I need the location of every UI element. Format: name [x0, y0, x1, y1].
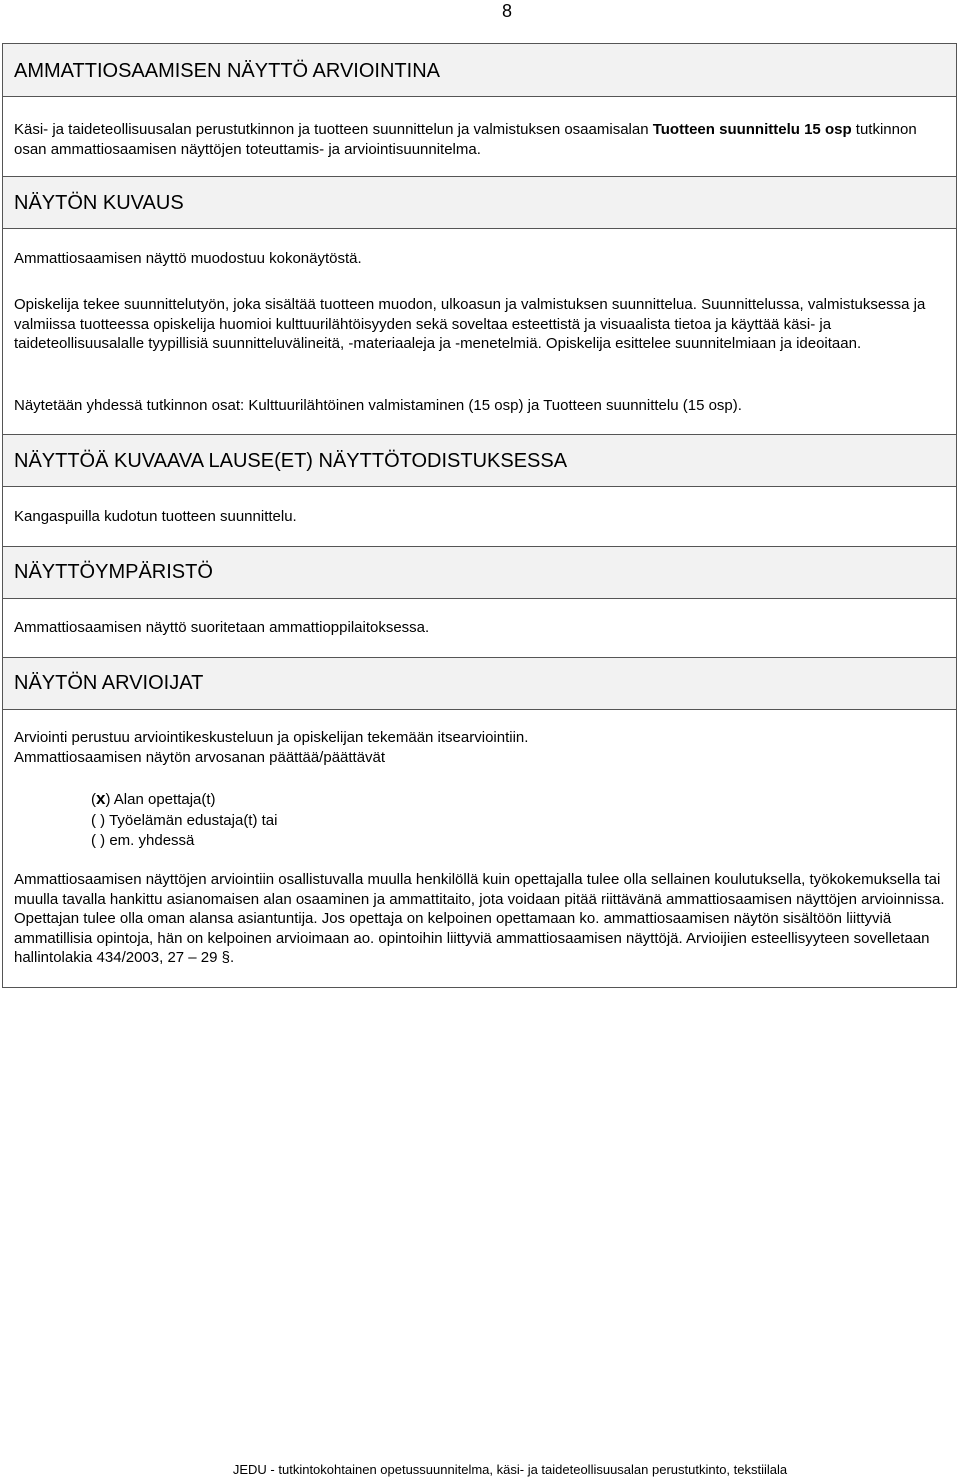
main-title: AMMATTIOSAAMISEN NÄYTTÖ ARVIOINTINA [3, 44, 956, 97]
option-worklife: ( ) Työelämän edustaja(t) tai [91, 811, 278, 829]
assessor-options [91, 789, 277, 852]
kuvaus-paragraph-3: Näytetään yhdessä tutkinnon osat: Kulttuurilähtöinen valmistaminen (15 osp) ja Tuotteen suunnittelu (15 osp). [14, 397, 742, 414]
ymparisto-paragraph: Ammattiosaamisen näyttö suoritetaan ammattioppilaitoksessa. [14, 619, 430, 636]
option-together: ( ) em. yhdessä [91, 832, 195, 849]
arvioijat-paragraph-3: Ammattiosaamisen näyttöjen arviointiin osallistuvalla muulla henkilöllä kuin opettajalla tulee olla sellainen koulutuksella, työkokemuksella tai muulla tavalla hankittu asianomaisen alan osaaminen ja ammattitaito, jota voidaan pitää riittävänä ammattiosaamisen näyttöjen arvioinnissa. Opettajan tulee olla oman alansa asiantuntija. Jos opettaja on kelpoinen opettamaan ko. ammattiosaamisen näytön sisältöön liittyviä ammatillisia opintoja, hän on kelpoinen arvioimaan ao. opintoihin liittyviä ammattiosaamisen näyttöjä. Arvioijien esteellisyyteen sovelletaan hallintolakia 434/2003, 27 – 29 §. [14, 871, 945, 966]
option-label: ) Alan opettaja(t) [105, 791, 216, 808]
heading-naytyn-kuvaus: NÄYTÖN KUVAUS [3, 176, 956, 229]
option-mark: x [96, 789, 106, 808]
intro-text-b: tutkinnon osan ammattiosaamisen näyttöjen toteuttamis- ja arviointisuunnitelma. [14, 121, 917, 158]
arvioijat-paragraph-1: Arviointi perustuu arviointikeskusteluun ja opiskelijan tekemään itsearviointiin. [14, 729, 529, 746]
heading-arvioijat: NÄYTÖN ARVIOIJAT [3, 657, 956, 710]
heading-lause: NÄYTTÖÄ KUVAAVA LAUSE(ET) NÄYTTÖTODISTUKSESSA [3, 434, 956, 487]
page-number: 8 [502, 1, 513, 21]
assessment-frame [2, 43, 957, 988]
option-teacher: (x) Alan opettaja(t) [91, 789, 216, 808]
option-label: ) Työelämän edustaja(t) tai [100, 811, 278, 829]
kuvaus-paragraph-1: Ammattiosaamisen näyttö muodostuu kokonäytöstä. [14, 250, 362, 267]
kuvaus-paragraph-2: Opiskelija tekee suunnittelutyön, joka sisältää tuotteen muodon, ulkoasun ja valmistuksen suunnittelua. Suunnittelussa, valmistuksessa ja valmiissa tuotteessa opiskelija huomioi kulttuurilähtöisyyden sekä soveltaa esteettistä ja visuaalista tietoa ja käyttää käsi- ja taideteollisuusalalle tyypillisiä suunnitteluvälineitä, -materiaaleja ja -menetelmiä. Opiskelija esittelee suunnitelmiaan ja ideoitaan. [14, 296, 926, 352]
lause-paragraph: Kangaspuilla kudotun tuotteen suunnittelu. [14, 508, 297, 525]
heading-ymparisto: NÄYTTÖYMPÄRISTÖ [3, 546, 956, 599]
page-footer: JEDU - tutkintokohtainen opetussuunnitelma, käsi- ja taideteollisuusalan perustutkinto, tekstiilala [232, 1462, 788, 1477]
option-label: ) em. yhdessä [100, 832, 195, 849]
intro-text-a: Käsi- ja taideteollisuusalan perustutkinnon ja tuotteen suunnittelun ja valmistuksen osaamisalan [14, 121, 653, 138]
intro-bold-unit: Tuotteen suunnittelu 15 osp [652, 121, 852, 138]
intro-paragraph [14, 120, 946, 159]
arvioijat-paragraph-2: Ammattiosaamisen näytön arvosanan päättää/päättävät [14, 749, 386, 766]
